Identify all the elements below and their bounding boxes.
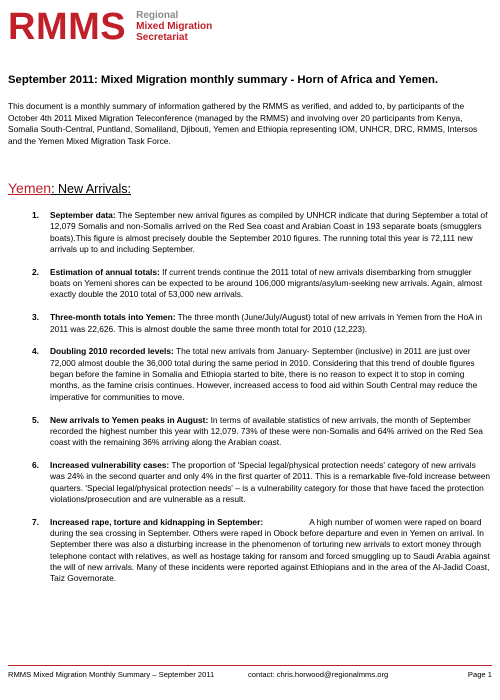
item-heading: September data: — [50, 210, 116, 220]
section-heading-country: Yemen — [8, 180, 52, 196]
item-text — [50, 517, 492, 585]
footer-page-number: Page 1 — [467, 670, 492, 679]
item-text — [50, 460, 492, 505]
list-item — [32, 210, 492, 255]
item-text — [50, 346, 492, 402]
item-body: In terms of available statistics of new arrivals, the month of September recorded the highest number this year with 12,079. 73% of these were non-Somalis and 64% arrived on the Red Sea coast with the remaining 36% arriving along the Arabian coast. — [50, 414, 483, 448]
item-heading: Estimation of annual totals: — [50, 266, 160, 277]
item-heading: Increased rape, torture and kidnapping in September: — [50, 516, 264, 527]
footer-contact[interactable]: contact: chris.horwood@regionalmms.org — [248, 670, 389, 679]
logo-wordmark: RMMS — [8, 6, 127, 48]
org-name-line2: Mixed Migration — [136, 21, 213, 32]
document-title: September 2011: Mixed Migration monthly summary - Horn of Africa and Yemen. — [8, 74, 439, 86]
item-text — [50, 267, 492, 301]
item-text — [50, 415, 492, 449]
item-number: 1. — [32, 210, 39, 220]
item-heading: Doubling 2010 recorded levels: — [50, 346, 174, 357]
list-item — [32, 415, 492, 449]
item-number: 6. — [32, 460, 39, 471]
list-item — [32, 517, 492, 585]
item-text — [50, 312, 492, 335]
org-name-line1: Regional — [136, 10, 179, 21]
list-item — [32, 267, 492, 301]
section-heading-topic: : New Arrivals: — [51, 182, 131, 196]
page-footer — [8, 670, 492, 679]
footer-document-name: RMMS Mixed Migration Monthly Summary – September 2011 — [8, 670, 215, 679]
item-heading: Increased vulnerability cases: — [50, 460, 170, 471]
item-text — [50, 210, 492, 255]
org-name-line3: Secretariat — [136, 32, 188, 43]
logo — [8, 8, 212, 50]
item-number: 2. — [32, 266, 39, 277]
org-name — [136, 10, 212, 43]
item-body: The September new arrival figures as compiled by UNHCR indicate that during September a total of 12,079 Somalis and non-Somalis arrived on the Red Sea coast and Arabian Coast in 193 separate boats (smugglers boats).This figure is almost precisely double the September 2010 figures. The running total this year is 72,111 new arrivals up to and including September. — [50, 210, 488, 254]
list-item — [32, 460, 492, 505]
item-body: The total new arrivals from January- September (inclusive) in 2011 are just over 72,000 almost double the 36,000 total during the same period in 2010. Considering that this trend of double figures began before the famine in Somalia and Ethiopia started to bite, there is no reason to expect it to stop in coming months, as the famine crisis continues. However, increased access to food aid within South Central may reduce the imperative for communities to move. — [50, 346, 478, 402]
item-body: The three month (June/July/August) total of new arrivals in Yemen from the HoA in 2011 was 22,626. This is almost double the same three month total for 2010 (12,223). — [50, 312, 483, 334]
item-number: 7. — [32, 516, 39, 527]
item-number: 3. — [32, 312, 39, 323]
footer-divider — [8, 665, 492, 666]
item-number: 5. — [32, 414, 39, 425]
section-heading — [8, 180, 131, 196]
item-number: 4. — [32, 346, 39, 357]
item-body: If current trends continue the 2011 total of new arrivals disembarking from smuggler boats on Yemeni shores can be expected to be around 106,000 migrants/asylum-seeking new arrivals. Again, almost exactly double the 2010 total of 53,000 new arrivals. — [50, 266, 483, 300]
item-body: The proportion of 'Special legal/physical protection needs' category of new arrivals was 24% in the second quarter and only 4% in the first quarter of 2011. This is a remarkable five-fold increase between quarters. 'Special legal/physical protection needs' – is a vulnerability category for those that have faced the protection violations/prosecution and are vulnerable as a result. — [50, 460, 491, 504]
item-heading: New arrivals to Yemen peaks in August: — [50, 414, 209, 425]
list-item — [32, 346, 492, 402]
item-heading: Three-month totals into Yemen: — [50, 312, 176, 323]
summary-list — [32, 210, 492, 596]
list-item — [32, 312, 492, 335]
intro-paragraph: This document is a monthly summary of information gathered by the RMMS as verified, and added to, by participants of the October 4th 2011 Mixed Migration Teleconference (managed by the RMMS) and involving over 20 participants from Kenya, Somalia South-Central, Puntland, Somaliland, Djibouti, Yemen and Ethiopia representing IOM, UNHCR, DRC, RMMS, Intersos and the Yemen Mixed Migration Task Force. — [8, 101, 478, 146]
item-body: A high number of women were raped on board during the sea crossing in September. Others were raped in Obock before departure and even in Yemen on arrival. In September there was also a disturbing increase in the phenomenon of torturing new arrivals to extort money through telephone contact with relatives, as well as hostage taking for ransom and forced smuggling up to Saudi Arabia against the will of new arrivals. Many of these incidents were reported against Ethiopians and in the area of the Al-Jadid Coast, Taiz Governorate. — [50, 516, 493, 584]
